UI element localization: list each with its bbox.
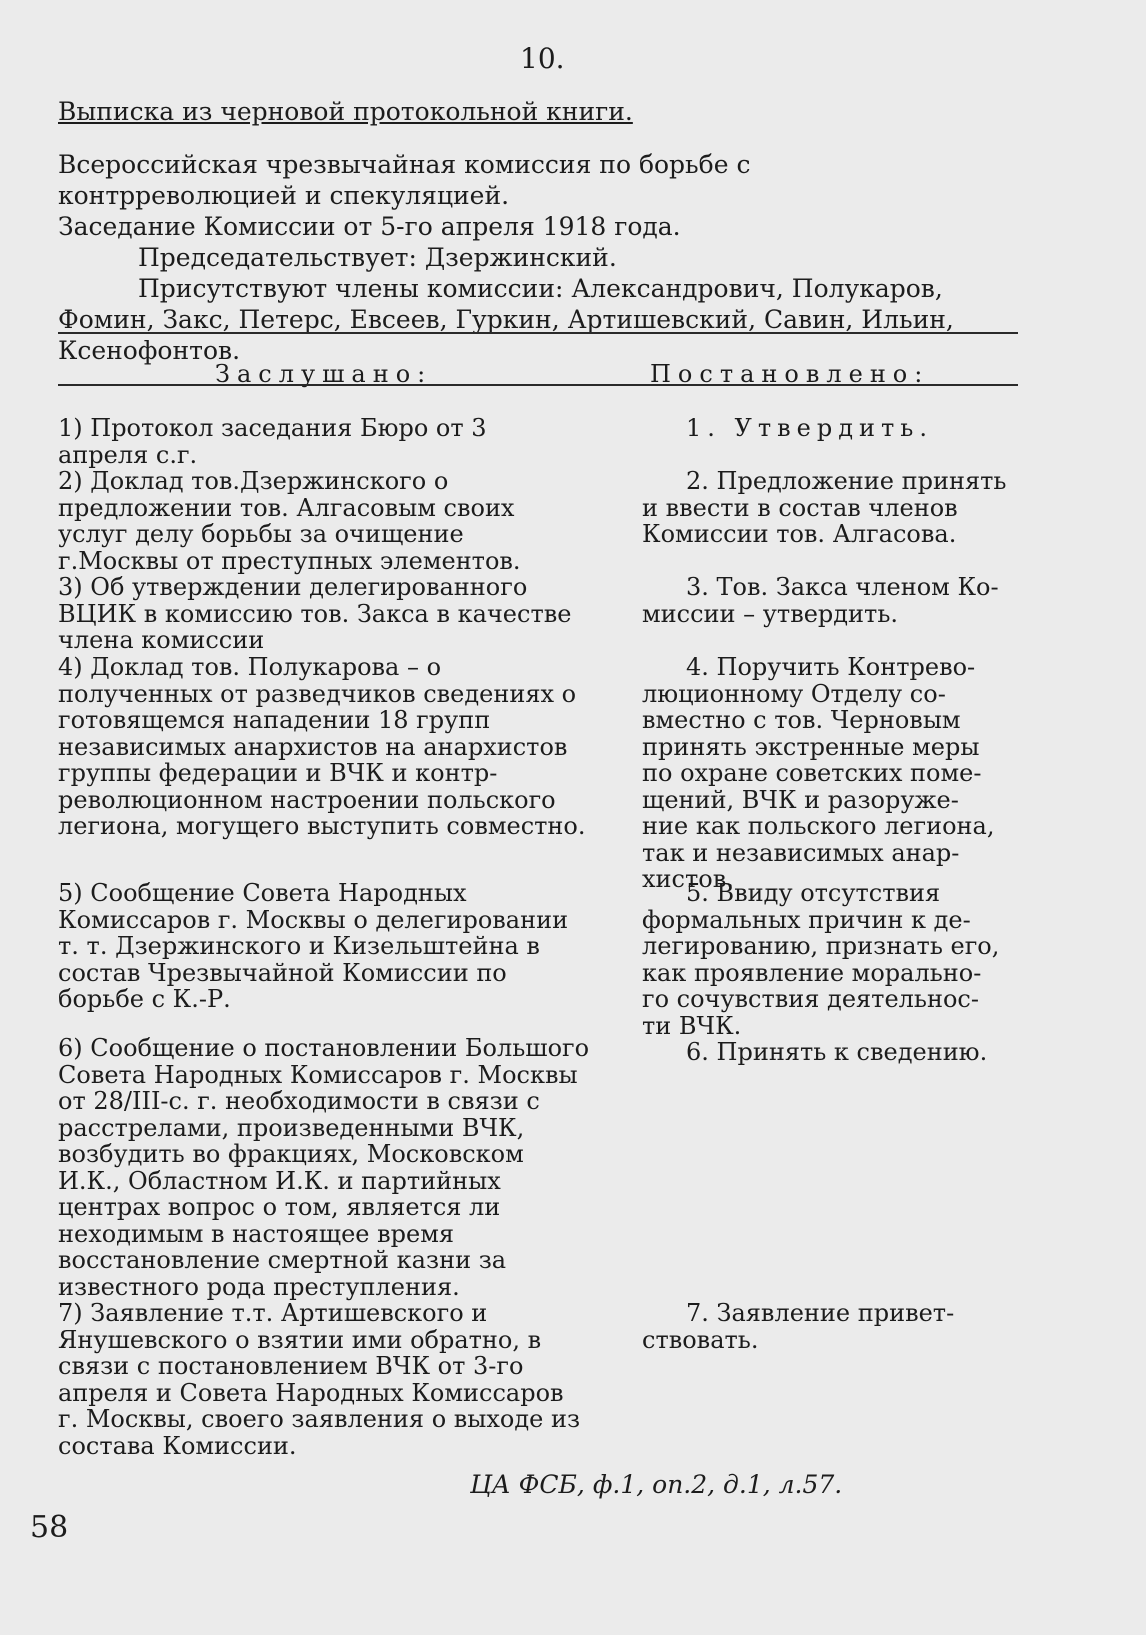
present-line: Фомин, Закс, Петерс, Евсеев, Гуркин, Артишевский, Савин, Ильин,	[58, 305, 954, 334]
heard-column-heading: Заслушано:	[215, 360, 433, 388]
header-line: Всероссийская чрезвычайная комиссия по борьбе с	[58, 150, 751, 179]
heard-item-1: 1) Протокол заседания Бюро от 3 апреля с.г.	[58, 414, 487, 469]
resolved-item-5: 5. Ввиду отсутствия формальных причин к де- легированию, признать его, как проявление морально- го сочувствия деятельнос- ти ВЧК.	[642, 879, 1000, 1040]
present-line: Ксенофонтов.	[58, 336, 241, 365]
heard-item-7: 7) Заявление т.т. Артишевского и Янушевского о взятии ими обратно, в связи с постановлением ВЧК от 3-го апреля и Совета Народных Комиссаров г. Москвы, своего заявления о выходе из состава Комиссии.	[58, 1299, 581, 1460]
heard-item-4: 4) Доклад тов. Полукарова – о полученных от разведчиков сведениях о готовящемся нападении 18 групп независимых анархистов на анархистов группы федерации и ВЧК и контр- революционном настроении польского легиона, могущего выступить совместно.	[58, 653, 586, 840]
document-number: 10.	[520, 42, 565, 75]
divider-top	[58, 332, 1018, 334]
heard-item-6: 6) Сообщение о постановлении Большого Совета Народных Комиссаров г. Москвы от 28/III-с. г. необходимости в связи с расстрелами, произведенными ВЧК, возбудить во фракциях, Московском И.К., Областном И.К. и партийных центрах вопрос о том, является ли неходимым в настоящее время восстановление смертной казни за известного рода преступления.	[58, 1034, 590, 1301]
resolved-item-3: 3. Тов. Закса членом Ко- миссии – утвердить.	[642, 573, 999, 628]
heard-item-3: 3) Об утверждении делегированного ВЦИК в комиссию тов. Закса в качестве члена комиссии	[58, 573, 572, 654]
archive-source: ЦА ФСБ, ф.1, оп.2, д.1, л.57.	[470, 1470, 843, 1499]
resolved-item-7: 7. Заявление привет- ствовать.	[642, 1299, 955, 1354]
document-header	[58, 96, 1018, 366]
header-line: Заседание Комиссии от 5-го апреля 1918 года.	[58, 212, 681, 241]
heard-item-2: 2) Доклад тов.Дзержинского о предложении тов. Алгасовым своих услуг делу борьбы за очищение г.Москвы от преступных элементов.	[58, 467, 521, 575]
resolved-item-1: 1. Утвердить.	[686, 414, 933, 442]
heard-item-5: 5) Сообщение Совета Народных Комиссаров г. Москвы о делегировании т. т. Дзержинского и Кизельштейна в состав Чрезвычайной Комиссии по борьбе с К.-Р.	[58, 879, 569, 1013]
divider-bottom	[58, 384, 1018, 386]
resolved-item-6: 6. Принять к сведению.	[686, 1038, 988, 1066]
resolved-item-2: 2. Предложение принять и ввести в состав членов Комиссии тов. Алгасова.	[642, 467, 1007, 548]
present-line: Присутствуют члены комиссии: Александрович, Полукаров,	[138, 274, 943, 303]
resolved-item-4: 4. Поручить Контрево- люционному Отделу со- вместно с тов. Черновым принять экстренные меры по охране советских поме- щений, ВЧК и разоруже- ние как польского легиона, так и независимых анар- хистов.	[642, 653, 995, 893]
document-title: Выписка из черновой протокольной книги.	[58, 97, 633, 126]
page-number: 58	[30, 1510, 69, 1545]
resolved-column-heading: Постановлено:	[650, 360, 930, 388]
header-line: контрреволюцией и спекуляцией.	[58, 181, 510, 210]
chair-line: Председательствует: Дзержинский.	[138, 243, 617, 272]
